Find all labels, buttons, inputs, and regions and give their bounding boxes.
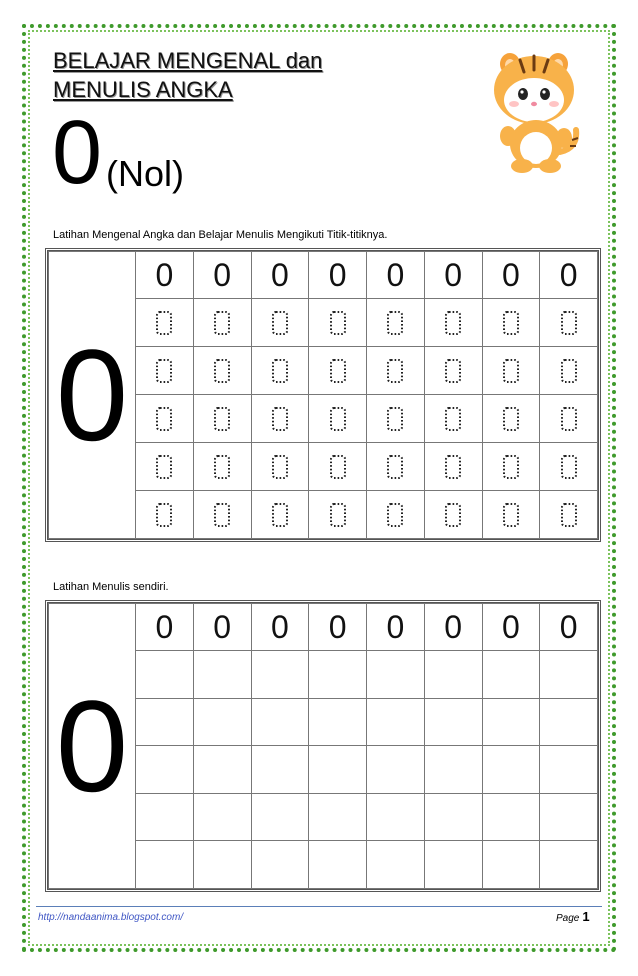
example-digit: 0 — [193, 604, 251, 651]
example-digit: 0 — [251, 604, 309, 651]
worksheet-title — [53, 46, 322, 104]
trace-cell[interactable] — [136, 299, 194, 347]
dotted-zero-icon — [384, 501, 406, 529]
writing-cell[interactable] — [482, 746, 540, 794]
dotted-zero-icon — [211, 453, 233, 481]
title-line-1: BELAJAR MENGENAL dan — [53, 48, 323, 73]
trace-cell[interactable] — [367, 491, 425, 539]
trace-cell[interactable] — [424, 443, 482, 491]
trace-cell[interactable] — [540, 299, 598, 347]
writing-cell[interactable] — [309, 651, 367, 699]
trace-cell[interactable] — [367, 347, 425, 395]
example-digit: 0 — [424, 604, 482, 651]
writing-cell[interactable] — [540, 841, 598, 889]
writing-cell[interactable] — [482, 651, 540, 699]
dotted-zero-icon — [442, 501, 464, 529]
writing-cell[interactable] — [193, 841, 251, 889]
dotted-zero-icon — [558, 453, 580, 481]
dotted-zero-icon — [384, 453, 406, 481]
trace-cell[interactable] — [309, 347, 367, 395]
dotted-zero-icon — [211, 501, 233, 529]
digit-name: (Nol) — [106, 153, 184, 194]
trace-cell[interactable] — [540, 395, 598, 443]
example-digit: 0 — [367, 252, 425, 299]
writing-cell[interactable] — [367, 698, 425, 746]
footer-url[interactable]: http://nandaanima.blogspot.com/ — [38, 912, 184, 923]
writing-cell[interactable] — [309, 698, 367, 746]
dotted-zero-icon — [211, 405, 233, 433]
dotted-zero-icon — [211, 357, 233, 385]
dotted-zero-icon — [153, 453, 175, 481]
trace-cell[interactable] — [309, 395, 367, 443]
writing-cell[interactable] — [540, 746, 598, 794]
example-digit: 0 — [251, 252, 309, 299]
writing-cell[interactable] — [251, 651, 309, 699]
tracing-grid — [45, 248, 601, 542]
dotted-zero-icon — [442, 453, 464, 481]
trace-cell[interactable] — [424, 491, 482, 539]
dotted-zero-icon — [558, 405, 580, 433]
writing-cell[interactable] — [309, 793, 367, 841]
dotted-zero-icon — [327, 453, 349, 481]
writing-cell[interactable] — [367, 746, 425, 794]
free-writing-grid — [45, 600, 601, 892]
dotted-zero-icon — [269, 309, 291, 337]
example-digit: 0 — [309, 604, 367, 651]
trace-cell[interactable] — [540, 347, 598, 395]
trace-cell[interactable] — [309, 443, 367, 491]
dotted-zero-icon — [500, 357, 522, 385]
dotted-zero-icon — [153, 357, 175, 385]
writing-cell[interactable] — [251, 841, 309, 889]
trace-cell[interactable] — [424, 395, 482, 443]
dotted-zero-icon — [327, 405, 349, 433]
trace-cell[interactable] — [482, 299, 540, 347]
writing-cell[interactable] — [482, 841, 540, 889]
writing-cell[interactable] — [309, 841, 367, 889]
trace-cell[interactable] — [136, 347, 194, 395]
dotted-zero-icon — [558, 501, 580, 529]
dotted-zero-icon — [269, 405, 291, 433]
example-digit: 0 — [309, 252, 367, 299]
trace-cell[interactable] — [193, 395, 251, 443]
footer-divider — [36, 906, 602, 907]
writing-cell[interactable] — [251, 746, 309, 794]
trace-cell[interactable] — [136, 443, 194, 491]
featured-digit: 0 — [52, 103, 103, 203]
dotted-zero-icon — [558, 357, 580, 385]
trace-cell[interactable] — [251, 347, 309, 395]
dotted-zero-icon — [269, 501, 291, 529]
dotted-zero-icon — [211, 309, 233, 337]
dotted-zero-icon — [269, 453, 291, 481]
trace-cell[interactable] — [540, 443, 598, 491]
dotted-zero-icon — [153, 309, 175, 337]
example-digit: 0 — [540, 604, 598, 651]
tiger-mascot-icon — [486, 44, 582, 174]
model-digit: 0 — [49, 604, 136, 889]
example-digit: 0 — [540, 252, 598, 299]
writing-cell[interactable] — [540, 793, 598, 841]
trace-cell[interactable] — [251, 395, 309, 443]
dotted-zero-icon — [269, 357, 291, 385]
page-number — [556, 909, 590, 924]
trace-cell[interactable] — [367, 395, 425, 443]
writing-cell[interactable] — [136, 651, 194, 699]
trace-cell[interactable] — [482, 443, 540, 491]
trace-cell[interactable] — [540, 491, 598, 539]
dotted-zero-icon — [384, 405, 406, 433]
dotted-zero-icon — [327, 501, 349, 529]
writing-cell[interactable] — [367, 793, 425, 841]
dotted-zero-icon — [327, 309, 349, 337]
writing-cell[interactable] — [424, 651, 482, 699]
dotted-zero-icon — [558, 309, 580, 337]
trace-cell[interactable] — [136, 491, 194, 539]
trace-cell[interactable] — [367, 299, 425, 347]
dotted-zero-icon — [153, 501, 175, 529]
trace-cell[interactable] — [482, 347, 540, 395]
writing-cell[interactable] — [193, 793, 251, 841]
writing-cell[interactable] — [424, 793, 482, 841]
writing-cell[interactable] — [482, 698, 540, 746]
writing-cell[interactable] — [136, 793, 194, 841]
dotted-zero-icon — [500, 501, 522, 529]
trace-cell[interactable] — [251, 491, 309, 539]
writing-cell[interactable] — [136, 841, 194, 889]
writing-cell[interactable] — [193, 698, 251, 746]
dotted-zero-icon — [500, 405, 522, 433]
dotted-zero-icon — [327, 357, 349, 385]
trace-cell[interactable] — [193, 443, 251, 491]
trace-cell[interactable] — [193, 491, 251, 539]
writing-cell[interactable] — [309, 746, 367, 794]
writing-cell[interactable] — [251, 793, 309, 841]
page-label: Page — [556, 913, 580, 924]
writing-cell[interactable] — [424, 698, 482, 746]
example-digit: 0 — [482, 604, 540, 651]
page-number-value: 1 — [582, 909, 590, 924]
trace-cell[interactable] — [193, 347, 251, 395]
example-digit: 0 — [136, 604, 194, 651]
trace-cell[interactable] — [482, 395, 540, 443]
writing-cell[interactable] — [367, 841, 425, 889]
trace-cell[interactable] — [424, 299, 482, 347]
trace-cell[interactable] — [309, 491, 367, 539]
trace-cell[interactable] — [193, 299, 251, 347]
dotted-zero-icon — [384, 309, 406, 337]
writing-cell[interactable] — [251, 698, 309, 746]
example-digit: 0 — [482, 252, 540, 299]
dotted-zero-icon — [384, 357, 406, 385]
writing-cell[interactable] — [136, 698, 194, 746]
writing-cell[interactable] — [136, 746, 194, 794]
trace-cell[interactable] — [482, 491, 540, 539]
title-line-2: MENULIS ANGKA — [53, 77, 233, 102]
trace-cell[interactable] — [136, 395, 194, 443]
example-digit: 0 — [136, 252, 194, 299]
writing-cell[interactable] — [367, 651, 425, 699]
writing-cell[interactable] — [482, 793, 540, 841]
writing-cell[interactable] — [540, 651, 598, 699]
example-digit: 0 — [193, 252, 251, 299]
trace-cell[interactable] — [424, 347, 482, 395]
writing-cell[interactable] — [424, 841, 482, 889]
writing-cell[interactable] — [424, 746, 482, 794]
dotted-zero-icon — [442, 405, 464, 433]
dotted-zero-icon — [500, 453, 522, 481]
trace-cell[interactable] — [309, 299, 367, 347]
dotted-zero-icon — [442, 357, 464, 385]
dotted-zero-icon — [500, 309, 522, 337]
trace-cell[interactable] — [367, 443, 425, 491]
free-writing-instruction: Latihan Menulis sendiri. — [53, 581, 169, 593]
trace-cell[interactable] — [251, 299, 309, 347]
trace-cell[interactable] — [251, 443, 309, 491]
writing-cell[interactable] — [193, 746, 251, 794]
writing-cell[interactable] — [193, 651, 251, 699]
example-digit: 0 — [367, 604, 425, 651]
tracing-instruction: Latihan Mengenal Angka dan Belajar Menulis Mengikuti Titik-titiknya. — [53, 229, 388, 241]
example-digit: 0 — [424, 252, 482, 299]
writing-cell[interactable] — [540, 698, 598, 746]
dotted-zero-icon — [153, 405, 175, 433]
dotted-zero-icon — [442, 309, 464, 337]
model-digit: 0 — [49, 252, 136, 539]
